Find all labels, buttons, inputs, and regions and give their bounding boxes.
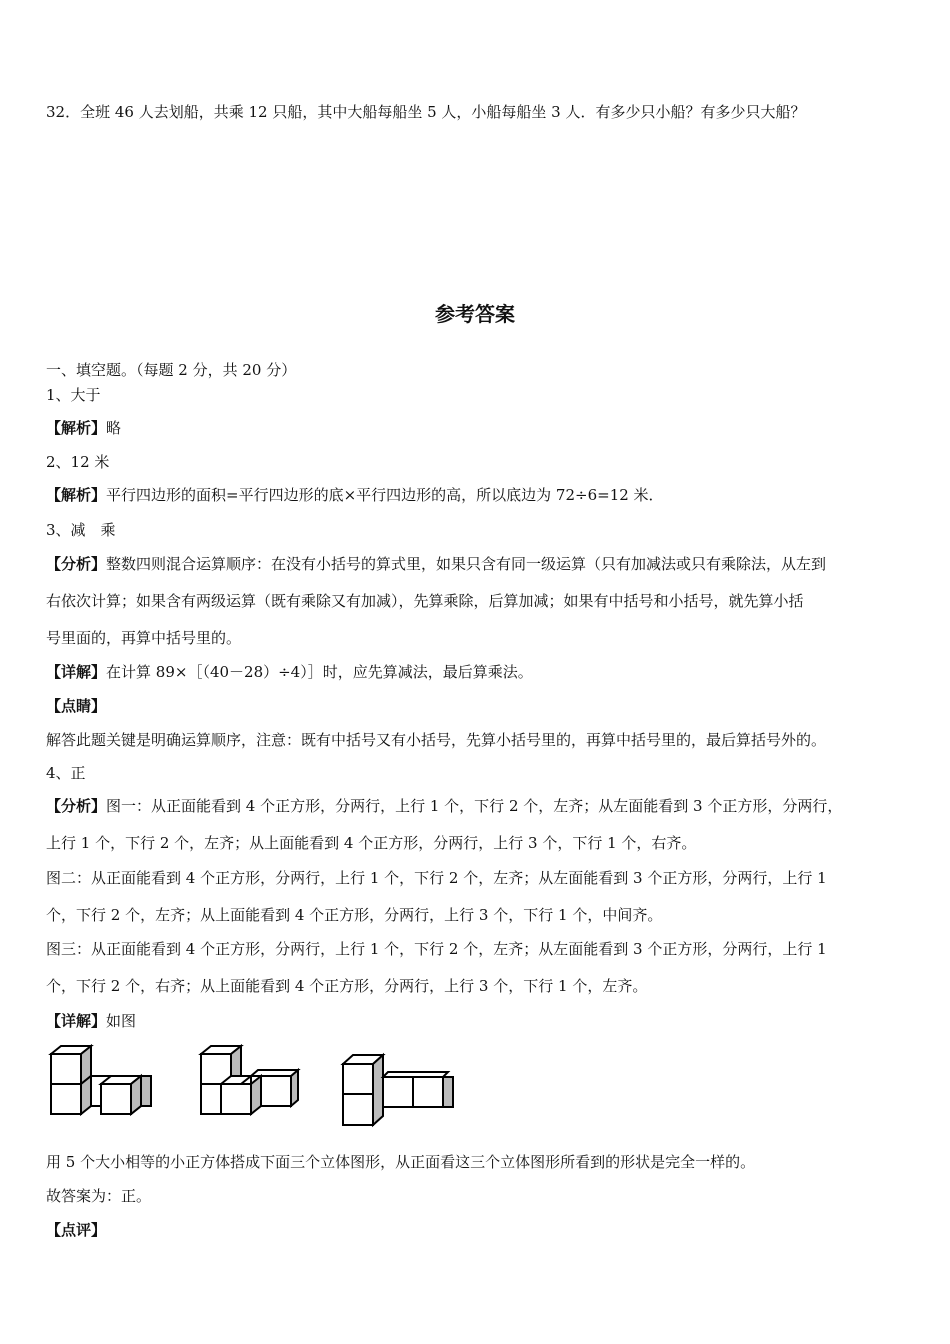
analysis-tag: 【解析】 (46, 419, 107, 437)
answer-4-fenxi-line-3: 图二：从正面能看到 4 个正方形，分两行，上行 1 个，下行 2 个，左齐；从左面能看到 3 个正方形，分两行，上行 1 (46, 869, 827, 887)
answer-2-analysis (46, 485, 664, 505)
cube-side-face (81, 1076, 91, 1114)
analysis-text: 略 (106, 419, 122, 437)
cube-side-face (443, 1077, 453, 1107)
cube-top-face (383, 1072, 448, 1077)
cube-top-face (251, 1070, 298, 1076)
cube-side-face (251, 1076, 261, 1114)
question-32: 32．全班 46 人去划船，共乘 12 只船，其中大船每船坐 5 人，小船每船坐 3 人．有多少只小船？有多少只大船？ (46, 103, 806, 121)
cube-front-face (221, 1084, 251, 1114)
answer-4-fenxi-line-1 (46, 796, 842, 816)
cube-front-face (51, 1084, 81, 1114)
answer-4-fenxi-line-5: 图三：从正面能看到 4 个正方形，分两行，上行 1 个，下行 2 个，左齐；从左面能看到 3 个正方形，分两行，上行 1 (46, 940, 827, 958)
answer-4-xiangjie (46, 1011, 136, 1031)
cube-figure-1 (48, 1044, 156, 1126)
answer-3-fenxi-line-1 (46, 554, 826, 574)
cube-front-face (51, 1054, 81, 1084)
answer-3-fenxi-line-2: 右依次计算；如果含有两级运算（既有乘除又有加减），先算乘除，后算加减；如果有中括号和小括号，就先算小括 (46, 592, 804, 610)
answer-3: 3、减 乘 (46, 521, 116, 539)
answer-4: 4、正 (46, 764, 86, 782)
cube-figure-2 (198, 1044, 302, 1126)
cube-side-face (141, 1076, 151, 1106)
answer-2: 2、12 米 (46, 453, 110, 471)
answer-3-dianjing-tag: 【点睛】 (46, 697, 107, 715)
cube-front-face (343, 1064, 373, 1094)
answer-3-fenxi-line-3: 号里面的，再算中括号里的。 (46, 629, 242, 647)
answer-3-dianjing-text: 解答此题关键是明确运算顺序，注意：既有中括号又有小括号，先算小括号里的，再算中括号里的，最后算括号外的。 (46, 731, 827, 749)
answer-4-final: 故答案为：正。 (46, 1187, 152, 1205)
cube-side-face (373, 1055, 383, 1125)
answer-4-dianping-tag: 【点评】 (46, 1221, 107, 1239)
answer-4-fenxi-line-6: 个，下行 2 个，右齐；从上面能看到 4 个正方形，分两行，上行 3 个，下行 1 个，左齐。 (46, 977, 648, 995)
cube-front-face (343, 1094, 373, 1125)
answer-1-analysis (46, 418, 121, 438)
xiangjie-tag: 【详解】 (46, 1012, 107, 1030)
fenxi-tag: 【分析】 (46, 797, 107, 815)
xiangjie-text: 如图 (106, 1012, 137, 1030)
answer-4-fenxi-line-2: 上行 1 个，下行 2 个，左齐；从上面能看到 4 个正方形，分两行，上行 3 个，下行 1 个，右齐。 (46, 834, 697, 852)
answer-3-xiangjie (46, 662, 533, 682)
answer-1: 1、大于 (46, 386, 101, 404)
cube-side-face (131, 1076, 141, 1114)
fenxi-text: 整数四则混合运算顺序：在没有小括号的算式里，如果只含有同一级运算（只有加减法或只有乘除法，从左到 (106, 555, 827, 573)
xiangjie-text: 在计算 89×［（40－28）÷4）］时，应先算减法，最后算乘法。 (106, 663, 533, 681)
fenxi-text: 图一：从正面能看到 4 个正方形，分两行，上行 1 个，下行 2 个，左齐；从左面能看到 3 个正方形，分两行， (106, 797, 843, 815)
analysis-tag: 【解析】 (46, 486, 107, 504)
section-heading: 一、填空题。（每题 2 分，共 20 分） (46, 361, 297, 379)
fenxi-tag: 【分析】 (46, 555, 107, 573)
cube-front-face (101, 1084, 131, 1114)
page-title: 参考答案 (435, 302, 515, 326)
xiangjie-tag: 【详解】 (46, 663, 107, 681)
answer-4-fenxi-line-4: 个，下行 2 个，左齐；从上面能看到 4 个正方形，分两行，上行 3 个，下行 1 个，中间齐。 (46, 906, 663, 924)
answer-4-conclusion: 用 5 个大小相等的小正方体搭成下面三个立体图形，从正面看这三个立体图形所看到的形状是完全一样的。 (46, 1153, 756, 1171)
analysis-text: 平行四边形的面积=平行四边形的底×平行四边形的高，所以底边为 72÷6=12 米． (106, 486, 664, 504)
cube-figure-3 (340, 1052, 456, 1130)
